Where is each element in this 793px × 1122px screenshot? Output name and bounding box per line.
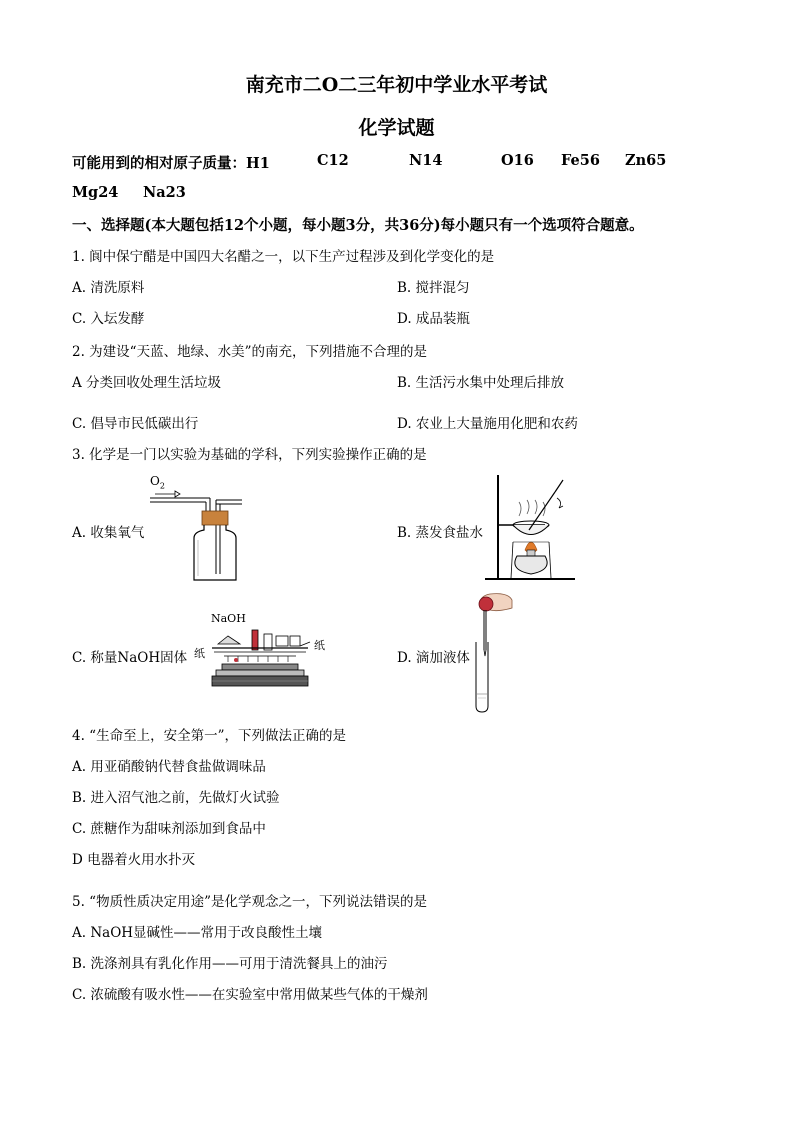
- question-stem: 3. 化学是一门以实验为基础的学科，下列实验操作正确的是: [72, 447, 427, 463]
- dropper-figure: [468, 590, 518, 714]
- option-c: C. 称量NaOH固体: [72, 650, 188, 666]
- option-d: D. 滴加液体: [397, 650, 470, 666]
- question-stem: 2. 为建设“天蓝、地绿、水美”的南充，下列措施不合理的是: [72, 344, 427, 360]
- section-heading: 一、选择题(本大题包括12个小题，每小题3分，共36分)每小题只有一个选项符合题意。: [72, 217, 644, 234]
- atomic-mass-item: Mg24: [72, 184, 119, 201]
- option-d: D. 农业上大量施用化肥和农药: [397, 416, 578, 432]
- option-b: B. 蒸发食盐水: [397, 525, 484, 541]
- atomic-mass-item: C12: [317, 152, 349, 169]
- paper-left-label: 纸: [194, 647, 205, 660]
- option-d: D. 成品装瓶: [397, 311, 470, 327]
- question-stem: 1. 阆中保宁醋是中国四大名醋之一，以下生产过程涉及到化学变化的是: [72, 249, 495, 265]
- option-a: A 分类回收处理生活垃圾: [72, 375, 222, 391]
- option-c: C. 倡导市民低碳出行: [72, 416, 199, 432]
- balance-figure: [208, 626, 314, 692]
- option-b: B. 搅拌混匀: [397, 280, 470, 296]
- option-c: C. 蔗糖作为甜味剂添加到食品中: [72, 821, 266, 837]
- option-b: B. 进入沼气池之前，先做灯火试验: [72, 790, 280, 806]
- atomic-mass-item: Zn65: [625, 152, 667, 169]
- paper-right-label: 纸: [314, 639, 325, 652]
- page-subtitle: 化学试题: [358, 117, 435, 139]
- page-title: 南充市二O二三年初中学业水平考试: [245, 74, 548, 96]
- o2-label: $O_2$: [150, 474, 165, 491]
- question-stem: 4. “生命至上，安全第一”，下列做法正确的是: [72, 728, 346, 744]
- atomic-mass-item: O16: [501, 152, 534, 169]
- atomic-mass-item: Fe56: [561, 152, 600, 169]
- evaporation-figure: [483, 472, 583, 584]
- option-b: B. 生活污水集中处理后排放: [397, 375, 565, 391]
- option-a: A. 收集氧气: [72, 525, 145, 541]
- naoh-label: NaOH: [211, 612, 246, 625]
- option-c: C. 入坛发酵: [72, 311, 145, 327]
- gas-bottle-figure: [150, 488, 250, 583]
- question-stem: 5. “物质性质决定用途”是化学观念之一，下列说法错误的是: [72, 894, 427, 910]
- option-c: C. 浓硫酸有吸水性——在实验室中常用做某些气体的干燥剂: [72, 987, 428, 1003]
- option-a: A. 清洗原料: [72, 280, 145, 296]
- atomic-mass-item: N14: [409, 152, 443, 169]
- atomic-mass-label: 可能用到的相对原子质量：H1: [72, 155, 270, 172]
- option-d: D 电器着火用水扑灭: [72, 852, 196, 868]
- option-a: A. 用亚硝酸钠代替食盐做调味品: [72, 759, 266, 775]
- option-a: A. NaOH显碱性——常用于改良酸性土壤: [72, 925, 323, 941]
- option-b: B. 洗涤剂具有乳化作用——可用于清洗餐具上的油污: [72, 956, 388, 972]
- atomic-mass-item: Na23: [143, 184, 186, 201]
